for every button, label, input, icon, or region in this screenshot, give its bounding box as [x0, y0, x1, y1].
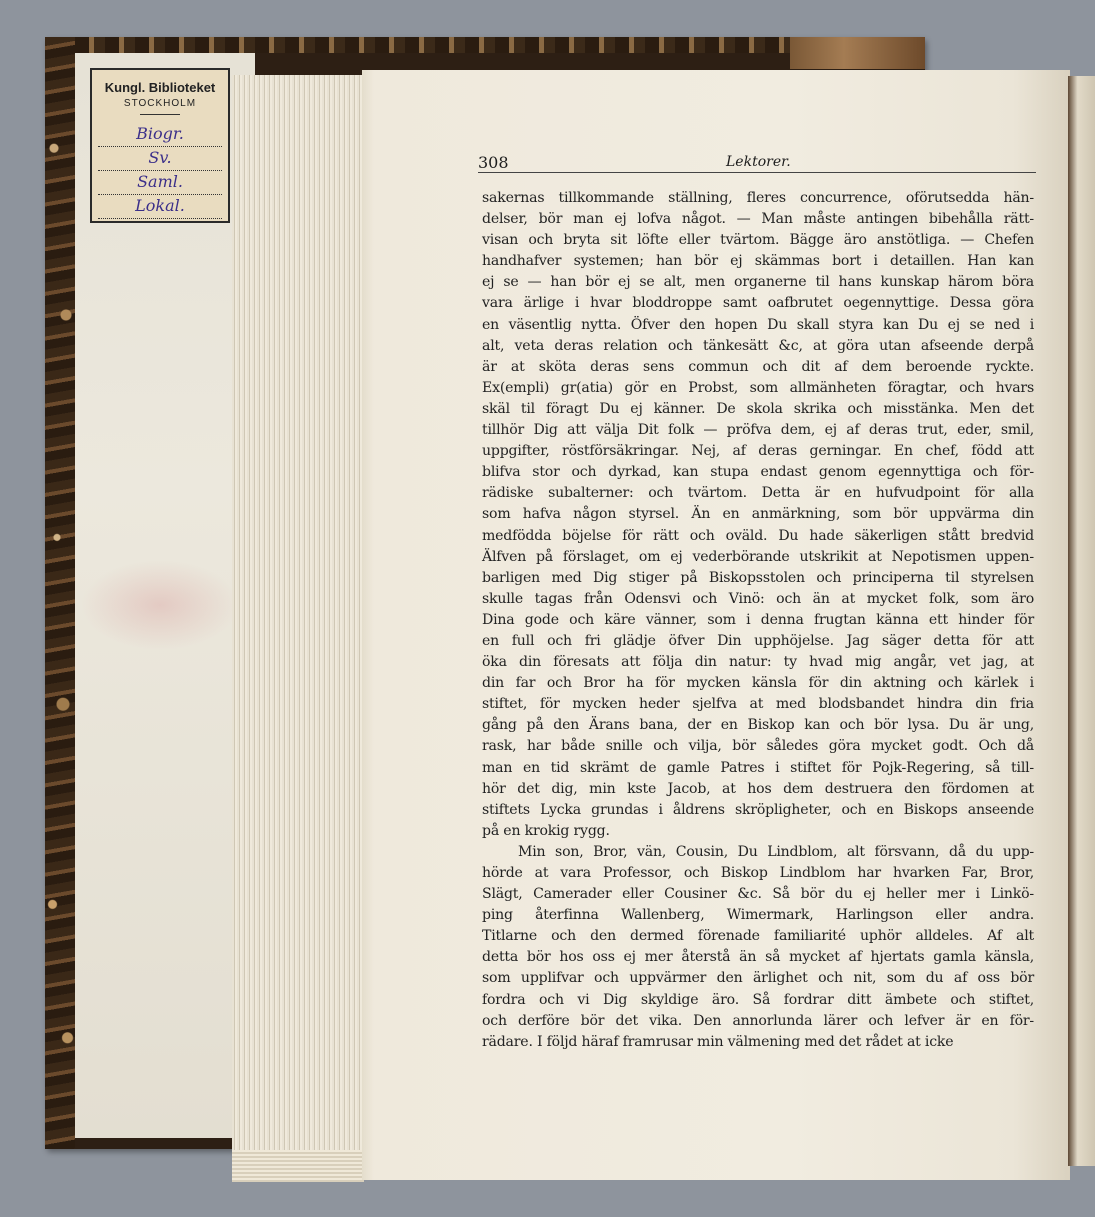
text-line: din far och Bror ha för mycken känsla för din aktning och kärlek i	[482, 675, 1034, 692]
text-line: är at sköta deras sens commun och dit af dem beroende ryckte.	[482, 358, 1034, 375]
text-line: en full och fri glädje öfver Din upphöjelse. Jag säger detta för att	[482, 632, 1034, 649]
text-line: skäl til föragt Du ej känner. De skola skrika och misstänka. Men det	[482, 400, 1034, 417]
text-line: rädare. I följd häraf framrusar min välmening med det rådet at icke	[482, 1033, 954, 1050]
text-line: barligen med Dig stiger på Biskopsstolen och principerna til styrelsen	[482, 569, 1034, 586]
text-line: detta bör hos oss ej mer återstå än så mycket af hjertats gamla känsla,	[482, 949, 1034, 966]
text-line: uppgifter, röstförsäkringar. Nej, af deras gerningar. En chef, född att	[482, 443, 1034, 460]
label-line-3: Saml.	[98, 170, 222, 195]
text-line: sakernas tillkommande ställning, fleres concurrence, oförutsedda hän-	[482, 190, 1034, 206]
text-line: rädiske subalterner: och tvärtom. Detta är en hufvudpoint för alla	[482, 485, 1034, 502]
text-line: som hafva någon styrsel. Än en anmärkning, som bör uppvärma din	[482, 506, 1034, 523]
text-line: tillhör Dig att välja Dit folk — pröfva dem, ej af deras trut, eder, smil,	[482, 422, 1034, 439]
text-line: man en tid skrämt de gamle Patres i stiftet för Pojk-Regering, så till-	[482, 759, 1034, 776]
text-line: och derföre bör det vika. Den annorlunda lärer och lefver är en för-	[482, 1012, 1034, 1029]
page-block-bottom	[232, 1150, 364, 1182]
library-label	[90, 68, 230, 223]
label-subtitle: STOCKHOLM	[123, 98, 197, 109]
text-line: ping återfinna Wallenberg, Wimermark, Harlingson eller andra.	[482, 907, 1034, 924]
text-line: som upplifvar och uppvärmer den ärlighet och nit, som du af oss bör	[482, 970, 1034, 987]
page-body-text	[482, 188, 1034, 1053]
running-head	[478, 150, 1036, 173]
leather-corner	[790, 37, 925, 69]
text-line: Min son, Bror, vän, Cousin, Du Lindblom, alt försvann, då du upp-	[518, 843, 1034, 860]
paper-stain	[80, 560, 240, 650]
text-line: Slägt, Camerader eller Cousiner &c. Så bör du ej heller mer i Linkö-	[482, 886, 1034, 903]
page-block-edges	[232, 75, 362, 1180]
label-line-1: Biogr.	[98, 122, 222, 147]
text-line: Titlarne och den dermed förenade familiarité uphör alldeles. Af alt	[482, 928, 1034, 945]
text-line: ej se — han bör ej se alt, men organerne til hans kunskap härom böra	[482, 274, 1034, 291]
text-line: stiftet, för mycken heder sjelfva at med blodsbandet hindra din fria	[482, 696, 1034, 713]
text-line: en väsentlig nytta. Öfver den hopen Du skall styra kan Du ej se ned i	[482, 316, 1034, 333]
label-line-4: Lokal.	[98, 194, 222, 219]
text-line: öka din föresats att följa din natur: ty hvad mig angår, vet jag, at	[482, 654, 1034, 671]
marbled-board-top	[75, 37, 815, 53]
text-line: fordra och vi Dig skyldige äro. Så fordrar ditt ämbete och stiftet,	[482, 991, 1034, 1008]
text-line: skulle tagas från Odensvi och Vinö: och än at mycket folk, som äro	[482, 590, 1034, 607]
text-line: alt, veta deras relation och tänkesätt &c, at göra utan afseende derpå	[482, 337, 1034, 354]
text-line: Dina gode och käre vänner, som i denna frugtan känna ett hinder för	[482, 611, 1034, 628]
text-line: hörde at vara Professor, och Biskop Lindblom har hvarken Far, Bror,	[482, 865, 1034, 881]
text-line: handhafver systemen; han bör ej skämmas bort i detaillen. Han kan	[482, 253, 1034, 270]
text-line: delser, bör man ej lofva något. — Man måste antingen bibehålla rätt-	[482, 211, 1034, 228]
text-line: på en krokig rygg.	[482, 822, 610, 839]
label-rule	[140, 114, 180, 115]
facing-page-edge	[1068, 76, 1095, 1166]
text-line: Älfven på förslaget, om ej vederbörande utskrikit at Nepotismen uppen-	[482, 548, 1034, 565]
text-line: rask, har både snille och vilja, bör således göra mycket godt. Och då	[482, 738, 1034, 755]
page-number: 308	[478, 153, 509, 172]
text-line: Ex(empli) gr(atia) gör en Probst, som allmänheten föragtar, och hvars	[482, 379, 1034, 396]
text-line: hör det dig, min kste Jacob, at hos dem destruera den fördomen at	[482, 780, 1034, 797]
text-line: blifva stor och dyrkad, kan stupa endast genom egennyttiga och för-	[482, 464, 1034, 481]
label-line-2: Sv.	[98, 146, 222, 171]
label-title: Kungl. Biblioteket	[104, 80, 216, 95]
text-line: gång på den Ärans bana, der en Biskop kan och bör lysa. Du är ung,	[482, 717, 1034, 734]
text-line: medfödda böjelse för rätt och oväld. Du hade säkerligen stått bredvid	[482, 527, 1034, 544]
text-line: visan och bryta sit löfte eller tvärtom. Bägge äro anstötliga. — Chefen	[482, 232, 1034, 249]
running-head-title: Lektorer.	[726, 154, 791, 170]
text-line: vara ärlige i hvar bloddroppe samt oafbrutet oegennyttige. Dessa göra	[482, 295, 1034, 312]
text-line: stiftets Lycka grundas i åldrens skröpligheter, och en Biskops anseende	[482, 801, 1034, 818]
marbled-board-edge	[45, 37, 75, 1149]
